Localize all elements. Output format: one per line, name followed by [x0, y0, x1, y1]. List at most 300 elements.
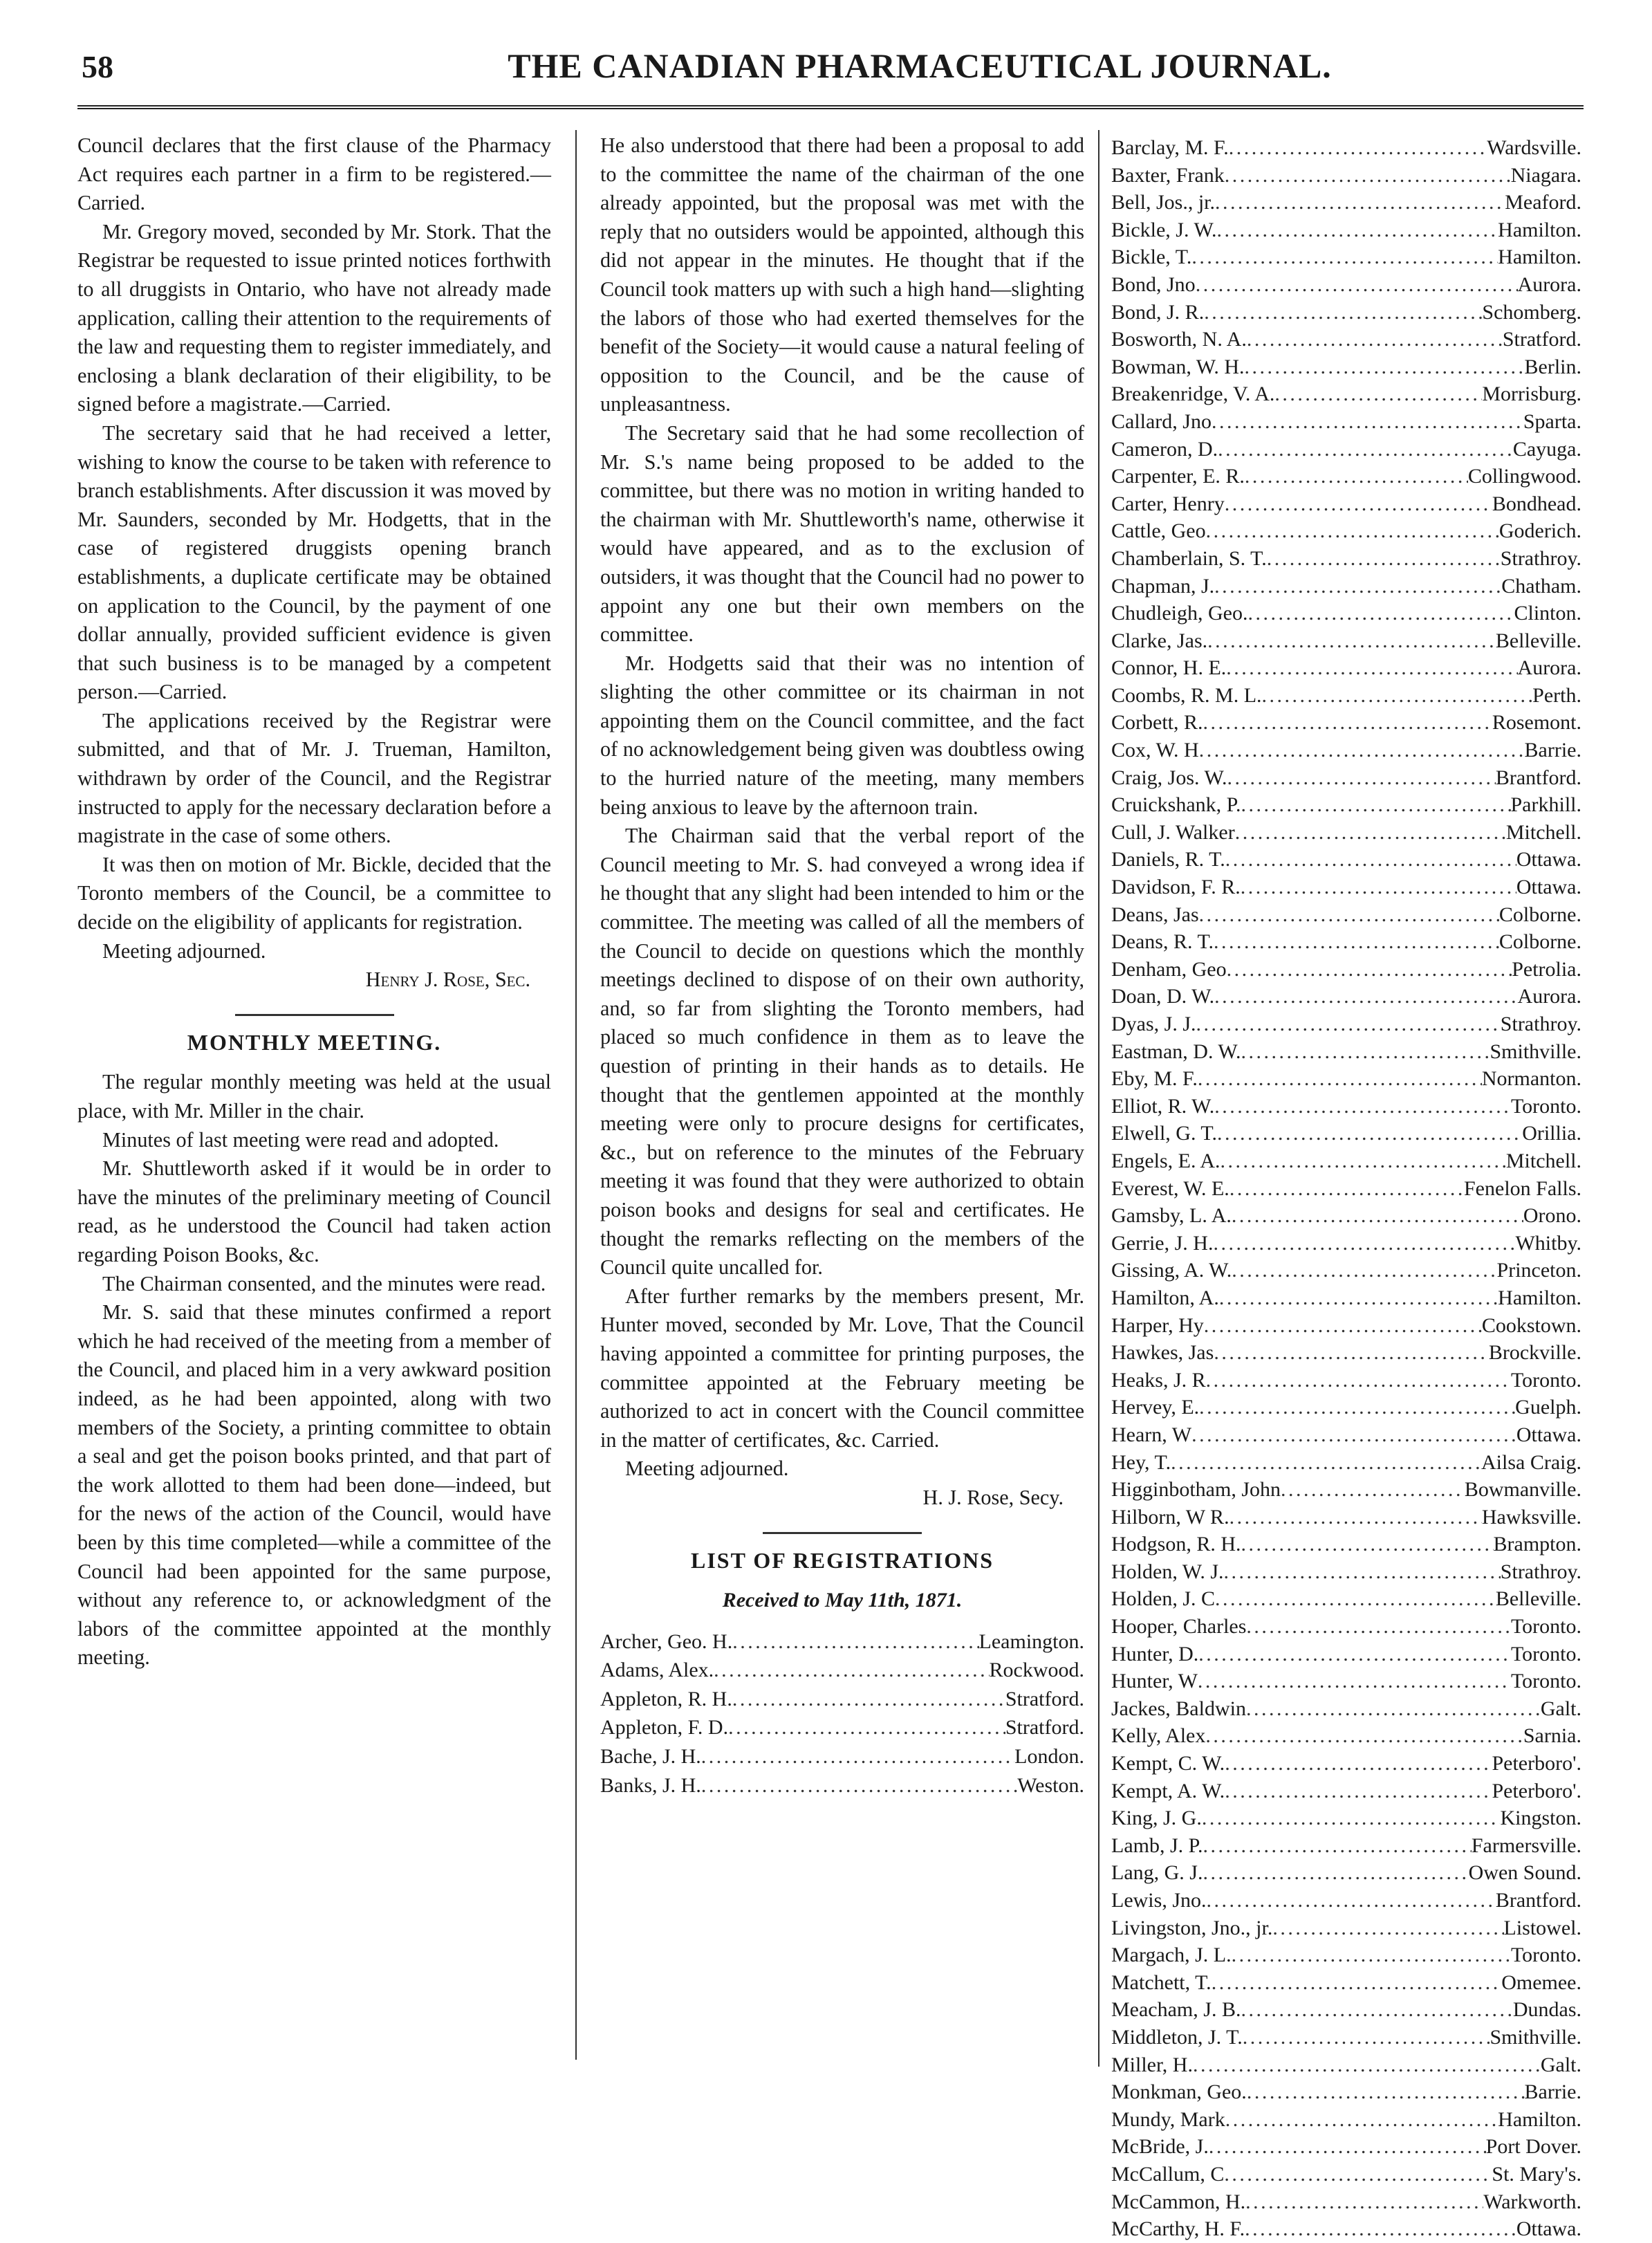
- registrant-place: Brampton.: [1493, 1533, 1581, 1556]
- leader-dots: [1225, 1750, 1492, 1778]
- leader-dots: [1247, 2078, 1525, 2106]
- registrant-name: Daniels, R. T.: [1111, 848, 1225, 871]
- registration-entry: [1111, 819, 1581, 847]
- registrant-place: Leamington.: [978, 1630, 1084, 1653]
- registration-entry: [1111, 1778, 1581, 1805]
- registrant-name: McCallum, C: [1111, 2162, 1225, 2186]
- leader-dots: [1214, 1093, 1511, 1120]
- registrant-place: Petrolia.: [1512, 957, 1581, 981]
- registration-entry: [1111, 2215, 1581, 2243]
- registrant-name: Carpenter, E. R.: [1111, 465, 1245, 488]
- leader-dots: [1206, 1367, 1511, 1394]
- registrant-name: Hey, T.: [1111, 1450, 1171, 1474]
- registration-entry: [1111, 2078, 1581, 2106]
- registrant-name: Callard, Jno: [1111, 409, 1212, 433]
- registrant-name: Breakenridge, V. A.: [1111, 382, 1275, 406]
- leader-dots: [701, 1771, 1017, 1800]
- registrant-place: Meaford.: [1505, 191, 1581, 214]
- registrant-place: Barrie.: [1524, 2080, 1581, 2104]
- paragraph: He also understood that there had been a proposal to add to the committee the name of the chairman of the one already appointed, but the proposal was met with the reply that no outsiders would be appointed, although this did not appear in the minutes. He thought that if the Council took matters up with such a high hand—slighting the labors of those who had exerted themselves for the benefit of the Society—it would cause a natural feeling of opposition to the Council, and be the cause of unpleasantness.: [600, 133, 1084, 416]
- leader-dots: [1245, 353, 1525, 381]
- leader-dots: [1246, 1695, 1541, 1723]
- registrant-name: Jackes, Baldwin: [1111, 1697, 1246, 1720]
- registrant-place: Peterboro'.: [1492, 1752, 1581, 1775]
- registrant-name: Monkman, Geo.: [1111, 2080, 1247, 2104]
- registration-entry: [1111, 2106, 1581, 2134]
- registrant-place: Niagara.: [1510, 163, 1581, 187]
- registrant-place: Hawksville.: [1481, 1505, 1581, 1529]
- registrant-name: Hamilton, A.: [1111, 1286, 1219, 1309]
- section-heading: MONTHLY MEETING.: [187, 1029, 442, 1055]
- registrant-name: Holden, J. C: [1111, 1587, 1215, 1611]
- registrant-place: Schomberg.: [1482, 300, 1581, 324]
- registrant-place: Brantford.: [1495, 1889, 1581, 1912]
- registrant-place: Strathroy.: [1500, 1560, 1581, 1583]
- leader-dots: [1204, 1312, 1482, 1340]
- registrant-name: Doan, D. W.: [1111, 985, 1215, 1008]
- registrant-name: Mundy, Mark: [1111, 2107, 1225, 2131]
- registration-entry: [1111, 353, 1581, 381]
- leader-dots: [1209, 2133, 1486, 2161]
- registration-entry: [1111, 1175, 1581, 1203]
- registrant-name: Cattle, Geo: [1111, 519, 1206, 543]
- registrant-place: Hamilton.: [1498, 246, 1581, 269]
- leader-dots: [1219, 1284, 1498, 1312]
- registration-entry: [1111, 243, 1581, 271]
- registration-entry: [1111, 1257, 1581, 1284]
- registration-entry: [1111, 2133, 1581, 2161]
- registrant-name: Connor, H. E.: [1111, 656, 1227, 680]
- registrant-name: Margach, J. L.: [1111, 1944, 1232, 1967]
- registration-entry: [1111, 271, 1581, 299]
- registrant-name: Eby, M. F.: [1111, 1067, 1198, 1091]
- leader-dots: [1227, 956, 1512, 984]
- leader-dots: [1274, 380, 1482, 408]
- registrant-name: Archer, Geo. H.: [600, 1630, 733, 1653]
- registration-entry: [1111, 1038, 1581, 1066]
- registrant-place: Sarnia.: [1523, 1724, 1581, 1748]
- leader-dots: [1241, 1996, 1512, 2024]
- registration-entry: [1111, 490, 1581, 518]
- registrant-name: Cameron, D.: [1111, 437, 1218, 461]
- leader-dots: [1202, 1804, 1501, 1832]
- column-divider-2: [1098, 130, 1099, 2067]
- registrant-place: Clinton.: [1514, 602, 1581, 625]
- leader-dots: [1243, 2024, 1490, 2051]
- registrant-name: Denham, Geo: [1111, 957, 1227, 981]
- registration-entry: [1111, 1449, 1581, 1477]
- leader-dots: [701, 1742, 1014, 1771]
- registration-entry: [1111, 2024, 1581, 2051]
- registrant-place: Kingston.: [1500, 1807, 1581, 1830]
- registration-entry: [1111, 627, 1581, 655]
- registration-entry: [1111, 1613, 1581, 1641]
- registrant-place: Mitchell.: [1505, 820, 1581, 844]
- registrant-name: Baxter, Frank: [1111, 163, 1225, 187]
- leader-dots: [1203, 1832, 1472, 1860]
- registrant-place: Ailsa Craig.: [1481, 1450, 1581, 1474]
- leader-dots: [1213, 1230, 1515, 1257]
- registration-entry: [600, 1685, 1084, 1714]
- registrant-place: Wardsville.: [1487, 136, 1581, 159]
- registration-entry: [600, 1771, 1084, 1800]
- paragraph: It was then on motion of Mr. Bickle, decided that the Toronto members of the Council, be a committee to decide on the eligibility of applicants for registration.: [77, 852, 551, 934]
- registration-entry: [1111, 846, 1581, 874]
- registrant-place: Warkworth.: [1483, 2190, 1581, 2213]
- registrant-name: Hawkes, Jas: [1111, 1341, 1214, 1365]
- paragraph: Mr. Shuttleworth asked if it would be in order to have the minutes of the preliminary meeting of Council read, as he understood the Council had taken action regarding Poison Books, &c.: [77, 1156, 551, 1266]
- paragraph: The applications received by the Registrar were submitted, and that of Mr. J. Trueman, Hamilton, withdrawn by order of the Council, and the Registrar instructed to apply for the necessary declaration before a magistrate in the case of some others.: [77, 708, 551, 848]
- registrant-place: St. Mary's.: [1492, 2162, 1581, 2186]
- registrant-name: Chudleigh, Geo.: [1111, 602, 1248, 625]
- leader-dots: [1232, 1257, 1496, 1284]
- registrant-place: Smithville.: [1489, 1040, 1581, 1063]
- registration-entry: [1111, 408, 1581, 436]
- leader-dots: [1214, 983, 1517, 1010]
- registration-entry: [1111, 162, 1581, 190]
- registrant-place: Brockville.: [1488, 1341, 1581, 1365]
- registrant-place: Perth.: [1532, 683, 1581, 707]
- registrant-name: Carter, Henry: [1111, 492, 1225, 515]
- registrant-place: Peterboro'.: [1492, 1779, 1581, 1802]
- registrant-place: Belleville.: [1495, 629, 1581, 652]
- leader-dots: [714, 1656, 989, 1685]
- registration-entry: [1111, 1722, 1581, 1750]
- registration-entry: [1111, 1093, 1581, 1120]
- registration-entry: [1111, 573, 1581, 600]
- paragraph: Mr. Gregory moved, seconded by Mr. Stork. That the Registrar be requested to issue printed notices forthwith to all druggists in Ontario, who have not already made application, calling their attention to the requirements of the law and requesting them to register immediately, and enclosing a blank declaration of their eligibility, to be signed before a magistrate.—Carried.: [77, 219, 551, 416]
- registration-entry: [1111, 764, 1581, 792]
- registrant-place: Orillia.: [1522, 1122, 1581, 1145]
- registration-entry: [1111, 1859, 1581, 1887]
- registrant-name: Bond, J. R.: [1111, 300, 1205, 324]
- registration-entry: [1111, 1120, 1581, 1147]
- leader-dots: [1225, 490, 1492, 518]
- leader-dots: [1241, 791, 1511, 819]
- registration-entry: [1111, 874, 1581, 901]
- registrant-name: Gamsby, L. A.: [1111, 1204, 1232, 1228]
- paragraph: The Chairman consented, and the minutes were read.: [102, 1271, 546, 1295]
- registrant-name: Kelly, Alex: [1111, 1724, 1206, 1748]
- leader-dots: [1214, 928, 1499, 956]
- leader-dots: [1212, 408, 1523, 436]
- registration-entry: [1111, 901, 1581, 929]
- registrant-name: Cruickshank, P.: [1111, 793, 1241, 817]
- registrant-name: McCammon, H.: [1111, 2190, 1246, 2213]
- registrant-place: Stratford.: [1005, 1687, 1084, 1710]
- leader-dots: [1203, 1859, 1468, 1887]
- registration-entry: [600, 1713, 1084, 1742]
- registrant-name: Davidson, F. R.: [1111, 876, 1241, 899]
- registrant-name: Holden, W. J.: [1111, 1560, 1224, 1583]
- registration-entry: [1111, 436, 1581, 463]
- registration-entry: [1111, 1641, 1581, 1668]
- leader-dots: [1235, 819, 1506, 847]
- registrant-name: Hooper, Charles: [1111, 1615, 1247, 1639]
- registration-entry: [1111, 326, 1581, 353]
- leader-dots: [1171, 1449, 1481, 1477]
- registrant-name: Chapman, J.: [1111, 574, 1215, 598]
- registration-entry: [1111, 600, 1581, 627]
- registrant-place: Stratford.: [1502, 328, 1581, 351]
- registrant-name: Gerrie, J. H.: [1111, 1231, 1214, 1255]
- registration-entry: [1111, 1065, 1581, 1093]
- leader-dots: [1191, 1421, 1516, 1449]
- registrant-place: Whitby.: [1515, 1231, 1581, 1255]
- registrant-name: Eastman, D. W.: [1111, 1040, 1241, 1063]
- registrant-name: Kempt, A. W.: [1111, 1779, 1225, 1802]
- registrant-place: Sparta.: [1523, 409, 1581, 433]
- registrant-name: Gissing, A. W.: [1111, 1259, 1232, 1282]
- registrant-place: Chatham.: [1501, 574, 1581, 598]
- section-heading: LIST OF REGISTRATIONS: [691, 1547, 994, 1573]
- registration-entry: [1111, 1394, 1581, 1421]
- registration-entry: [600, 1656, 1084, 1685]
- leader-dots: [1215, 189, 1505, 216]
- paragraph: After further remarks by the members present, Mr. Hunter moved, seconded by Mr. Love, That the Council having appointed a committee for printing purposes, the committee appointed at the February meeting be authorized to act in concert with the Council committee in the matter of certificates, &c. Carried.: [600, 1284, 1084, 1452]
- leader-dots: [1198, 1668, 1511, 1695]
- registrant-place: Brantford.: [1495, 766, 1581, 789]
- registration-entry: [1111, 1504, 1581, 1531]
- leader-dots: [1214, 573, 1501, 600]
- leader-dots: [1246, 1613, 1511, 1641]
- registration-entry: [1111, 380, 1581, 408]
- registrant-place: Toronto.: [1510, 1944, 1581, 1967]
- journal-title: THE CANADIAN PHARMACEUTICAL JOURNAL.: [508, 46, 1332, 85]
- signature: Henry J. Rose, Sec.: [365, 968, 530, 992]
- registration-entry: [1111, 1668, 1581, 1695]
- registrant-name: Bell, Jos., jr.: [1111, 191, 1216, 214]
- registration-entry: [1111, 216, 1581, 244]
- leader-dots: [1241, 874, 1516, 901]
- registrant-name: Cox, W. H: [1111, 739, 1199, 762]
- registrant-name: Livingston, Jno., jr.: [1111, 1916, 1273, 1939]
- leader-dots: [1203, 709, 1492, 737]
- leader-dots: [1221, 1147, 1506, 1175]
- registrant-name: Chamberlain, S. T.: [1111, 546, 1267, 570]
- registrant-place: Strathroy.: [1500, 546, 1581, 570]
- registrant-name: Craig, Jos. W.: [1111, 766, 1227, 789]
- registration-list: [1111, 134, 1581, 2243]
- leader-dots: [1196, 1010, 1501, 1038]
- leader-dots: [1207, 627, 1496, 655]
- signature: H. J. Rose, Secy.: [922, 1485, 1064, 1509]
- paragraph: Mr. Hodgetts said that their was no intention of slighting the other committee or its chairman in not appointing them on the Council committee, and the fact of no acknowledgement being given was doubtless owing to the hurried nature of the meeting, many members being anxious to leave by the afternoon train.: [600, 651, 1084, 819]
- registrant-place: Bowmanville.: [1464, 1478, 1581, 1502]
- registration-entry: [1111, 1284, 1581, 1312]
- paragraph: The Secretary said that he had some recollection of Mr. S.'s name being proposed to be added to the committee, but there was no motion in writing handed to the chairman with Mr. Shuttleworth's name, otherwise it would have appeared, and as to the exclusion of outsiders, it was thought that the Council had no power to appoint any one but their own members on the committee.: [600, 421, 1084, 647]
- registrant-name: McCarthy, H. F.: [1111, 2217, 1245, 2241]
- registration-entry: [1111, 1531, 1581, 1558]
- registration-entry: [1111, 1804, 1581, 1832]
- registration-entry: [1111, 1230, 1581, 1257]
- leader-dots: [1281, 1476, 1465, 1504]
- registrant-place: Aurora.: [1517, 985, 1581, 1008]
- registration-entry: [1111, 2188, 1581, 2216]
- registrant-place: Listowel.: [1503, 1916, 1581, 1939]
- paragraph: Minutes of last meeting were read and adopted.: [102, 1127, 499, 1152]
- leader-dots: [1205, 1722, 1523, 1750]
- registrant-place: Ottawa.: [1516, 1423, 1581, 1446]
- registrant-name: Barclay, M. F.: [1111, 136, 1229, 159]
- registrant-name: Engels, E. A.: [1111, 1149, 1221, 1172]
- registrant-name: Lang, G. J.: [1111, 1861, 1203, 1885]
- leader-dots: [1214, 1339, 1489, 1367]
- leader-dots: [1217, 1120, 1522, 1147]
- paragraph: Mr. S. said that these minutes confirmed a report which he had received of the meeting from a member of the Council, and placed him in a very awkward position indeed, as he had been appointed, along with two members of the Society, a printing committee to obtain a seal and get the poison books printed, and that part of the work allotted to them had been done—indeed, but for the news of the action of the Council, would have been by this time completed—while a committee of the Council had been appointed for the same purpose, without any reference to, or acknowledgment of the labors of the committee appointed at the monthly meeting.: [77, 1300, 551, 1670]
- leader-dots: [1193, 2051, 1541, 2079]
- leader-dots: [1232, 1941, 1511, 1969]
- registrant-place: Dundas.: [1512, 1998, 1581, 2022]
- leader-dots: [1245, 2215, 1516, 2243]
- registrant-name: King, J. G.: [1111, 1807, 1202, 1830]
- registrant-place: Hamilton.: [1498, 2107, 1581, 2131]
- registration-entry: [1111, 928, 1581, 956]
- registrant-place: Normanton.: [1481, 1067, 1581, 1091]
- leader-dots: [1215, 1585, 1496, 1613]
- leader-dots: [1225, 1778, 1492, 1805]
- registration-entry: [600, 1627, 1084, 1656]
- leader-dots: [732, 1685, 1005, 1714]
- section-subheading: Received to May 11th, 1871.: [722, 1589, 963, 1612]
- registration-entry: [1111, 2051, 1581, 2079]
- registrant-name: Meacham, J. B.: [1111, 1998, 1241, 2022]
- leader-dots: [1217, 216, 1498, 244]
- leader-dots: [1262, 682, 1533, 710]
- registrant-name: Bowman, W. H.: [1111, 355, 1245, 378]
- registrant-place: Barrie.: [1524, 739, 1581, 762]
- registrant-name: Elliot, R. W.: [1111, 1094, 1215, 1118]
- registration-entry: [1111, 545, 1581, 573]
- leader-dots: [1229, 1175, 1464, 1203]
- registrant-name: Higginbotham, John: [1111, 1478, 1281, 1502]
- registrant-place: Fenelon Falls.: [1464, 1176, 1581, 1200]
- column-divider-1: [575, 130, 577, 2060]
- registrant-place: Bondhead.: [1492, 492, 1581, 515]
- registrant-place: Colborne.: [1498, 930, 1581, 954]
- paragraph: Meeting adjourned.: [625, 1457, 789, 1481]
- registration-entry: [1111, 654, 1581, 682]
- leader-dots: [1206, 517, 1499, 545]
- registrant-place: Morrisburg.: [1482, 382, 1581, 406]
- registrant-name: Matchett, T.: [1111, 1970, 1212, 1994]
- registration-entry: [1111, 1695, 1581, 1723]
- registration-entry: [1111, 1421, 1581, 1449]
- leader-dots: [1245, 2188, 1483, 2216]
- registrant-name: Everest, W. E.: [1111, 1176, 1229, 1200]
- registration-entry: [1111, 189, 1581, 216]
- registration-entry: [1111, 983, 1581, 1010]
- leader-dots: [1218, 436, 1513, 463]
- column-3: [1111, 131, 1581, 2243]
- registrant-place: Owen Sound.: [1468, 1861, 1581, 1885]
- registrant-name: Deans, Jas: [1111, 903, 1199, 926]
- registration-entry: [1111, 1941, 1581, 1969]
- registrant-place: Berlin.: [1524, 355, 1581, 378]
- leader-dots: [1229, 1504, 1482, 1531]
- registration-entry: [1111, 1367, 1581, 1394]
- registrant-place: Weston.: [1017, 1773, 1084, 1797]
- registrant-place: Toronto.: [1510, 1615, 1581, 1639]
- leader-dots: [1207, 1887, 1496, 1914]
- registrant-place: Port Dover.: [1485, 2135, 1581, 2159]
- registrant-place: Collingwood.: [1467, 465, 1581, 488]
- registrant-place: Galt.: [1540, 2053, 1581, 2076]
- leader-dots: [1241, 1038, 1490, 1066]
- registrant-name: Dyas, J. J.: [1111, 1013, 1196, 1035]
- leader-dots: [1272, 1914, 1503, 1942]
- registrant-place: Galt.: [1540, 1697, 1581, 1720]
- registrant-place: Aurora.: [1517, 273, 1581, 296]
- registrant-place: Toronto.: [1510, 1670, 1581, 1693]
- leader-dots: [1225, 162, 1511, 190]
- registrant-name: Corbett, R.: [1111, 711, 1203, 735]
- registrant-name: Clarke, Jas.: [1111, 629, 1208, 652]
- registrant-name: Adams, Alex.: [600, 1659, 714, 1682]
- registrant-place: Orono.: [1523, 1204, 1581, 1228]
- paragraph: Meeting adjourned.: [102, 939, 266, 963]
- registrant-name: Middleton, J. T.: [1111, 2025, 1243, 2049]
- registrant-place: Goderich.: [1498, 519, 1581, 543]
- leader-dots: [1229, 134, 1487, 162]
- leader-dots: [1232, 1202, 1523, 1230]
- leader-dots: [1212, 1969, 1502, 1997]
- registrant-place: Hamilton.: [1498, 1286, 1581, 1309]
- registration-list: [600, 1627, 1084, 1800]
- registrant-name: Bache, J. H.: [600, 1745, 701, 1769]
- leader-dots: [1226, 654, 1517, 682]
- registration-entry: [1111, 1996, 1581, 2024]
- leader-dots: [1227, 764, 1496, 792]
- column-1: [77, 131, 551, 1672]
- registrant-place: Colborne.: [1498, 903, 1581, 926]
- registrant-name: Banks, J. H.: [600, 1773, 701, 1797]
- paragraph: Council declares that the first clause of the Pharmacy Act requires each partner in a firm to be registered.—Carried.: [77, 133, 551, 215]
- registrant-name: Elwell, G. T.: [1111, 1122, 1218, 1145]
- leader-dots: [1191, 243, 1498, 271]
- registration-entry: [1111, 1832, 1581, 1860]
- registration-entry: [1111, 1969, 1581, 1997]
- leader-dots: [1204, 299, 1482, 326]
- registrant-name: Kempt, C. W.: [1111, 1752, 1225, 1775]
- registrant-name: Bond, Jno: [1111, 273, 1196, 296]
- registration-entry: [1111, 1339, 1581, 1367]
- registrant-place: Guelph.: [1515, 1396, 1581, 1419]
- registration-entry: [1111, 1010, 1581, 1038]
- registrant-place: London.: [1014, 1745, 1084, 1769]
- registration-entry: [1111, 134, 1581, 162]
- registrant-place: Farmersville.: [1471, 1834, 1581, 1857]
- registrant-name: Hilborn, W R.: [1111, 1505, 1229, 1529]
- registrant-name: Coombs, R. M. L.: [1111, 683, 1262, 707]
- registration-entry: [1111, 709, 1581, 737]
- registrant-place: Ottawa.: [1516, 2217, 1581, 2241]
- registrant-place: Stratford.: [1005, 1716, 1084, 1739]
- registrant-place: Belleville.: [1495, 1587, 1581, 1611]
- leader-dots: [1199, 901, 1499, 929]
- registrant-place: Strathroy.: [1500, 1013, 1581, 1035]
- registrant-place: Parkhill.: [1510, 793, 1581, 817]
- registrant-name: Harper, Hy: [1111, 1313, 1204, 1337]
- leader-dots: [1198, 1641, 1511, 1668]
- registrant-name: Deans, R. T.: [1111, 930, 1214, 954]
- leader-dots: [728, 1713, 1005, 1742]
- registration-entry: [1111, 1887, 1581, 1914]
- registrant-place: Toronto.: [1510, 1094, 1581, 1118]
- registrant-name: Bosworth, N. A.: [1111, 328, 1247, 351]
- registration-entry: [1111, 737, 1581, 764]
- registrant-place: Toronto.: [1510, 1642, 1581, 1665]
